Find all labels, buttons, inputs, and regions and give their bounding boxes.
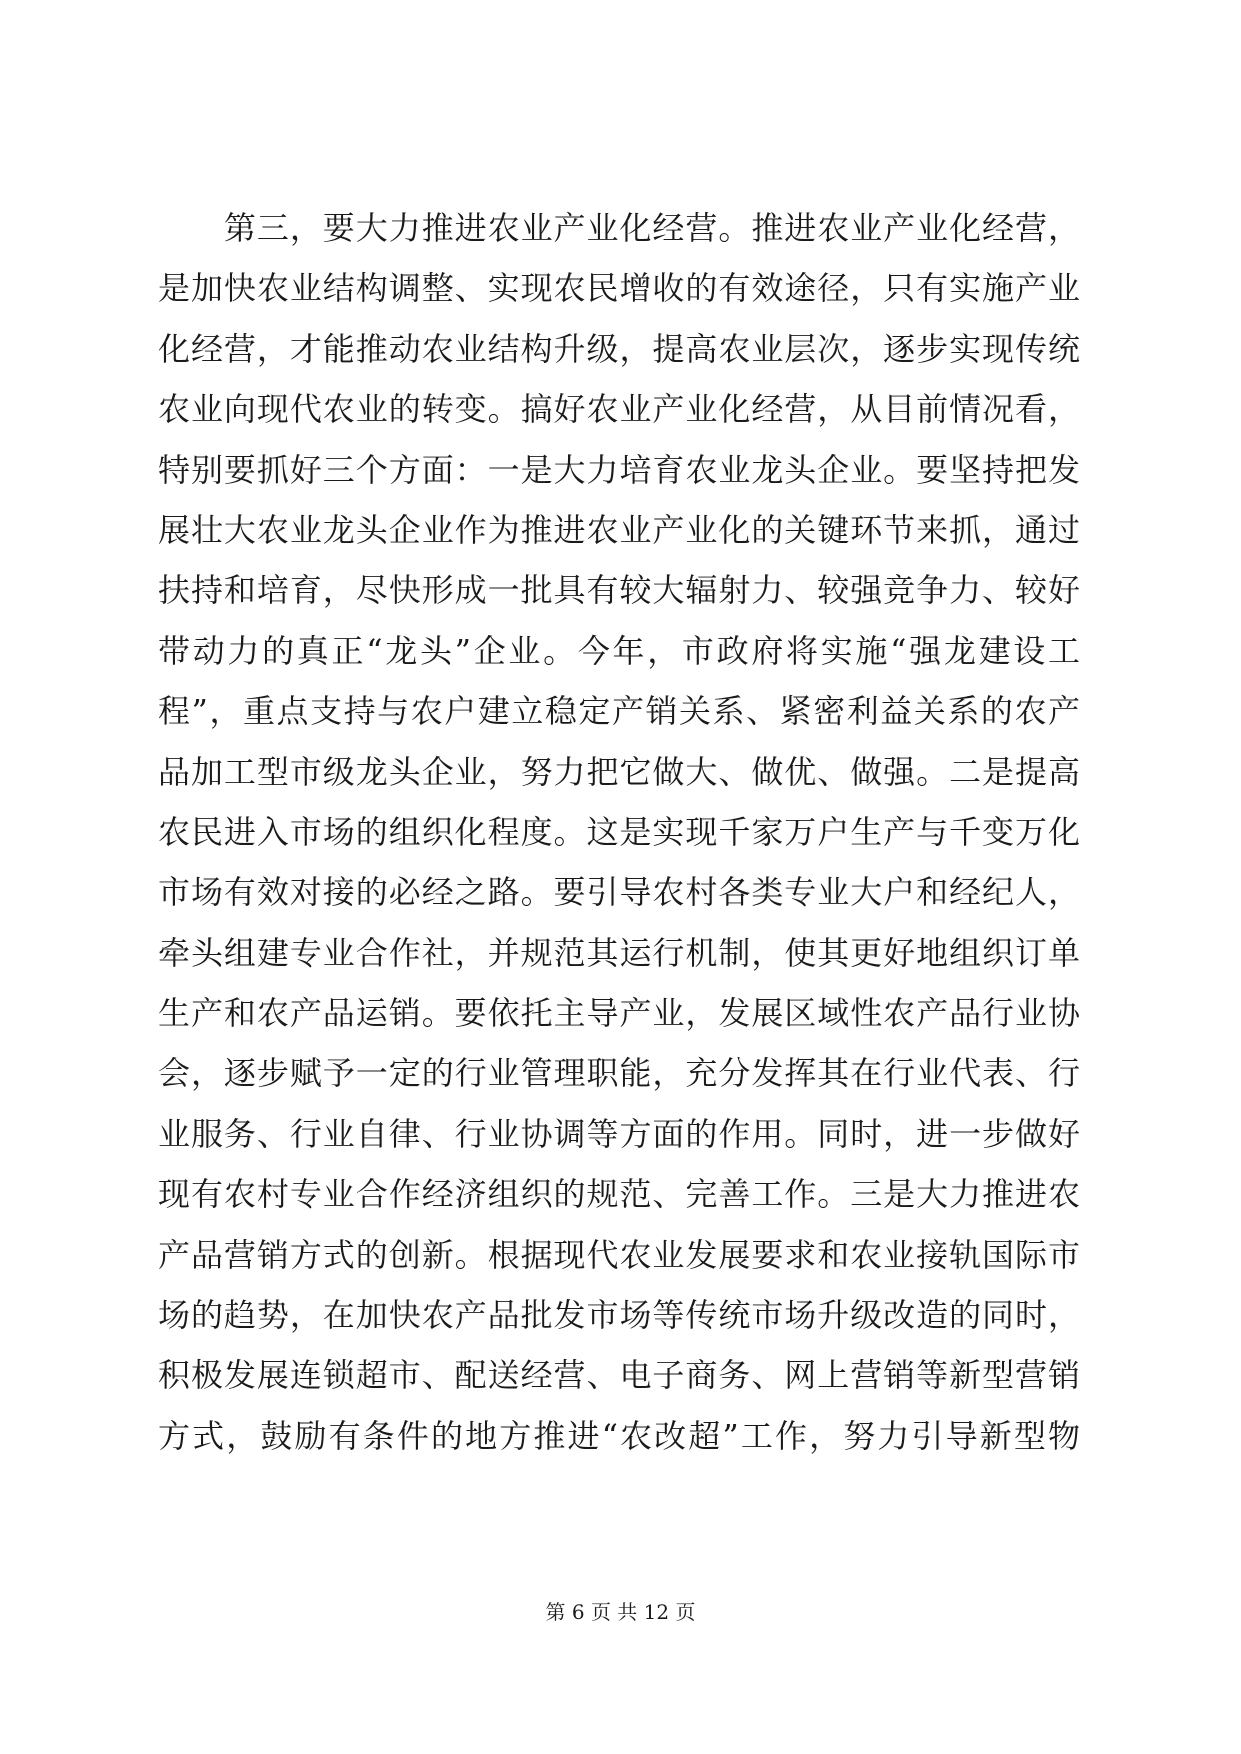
text-line: 会，逐步赋予一定的行业管理职能，充分发挥其在行业代表、行 — [158, 1054, 1080, 1093]
text-line: 展壮大农业龙头企业作为推进农业产业化的关键环节来抓，通过 — [158, 510, 1080, 549]
text-line: 带动力的真正“龙头”企业。今年，市政府将实施“强龙建设工 — [158, 631, 1080, 670]
text-line: 化经营，才能推动农业结构升级，提高农业层次，逐步实现传统 — [158, 329, 1080, 368]
text-line: 程”，重点支持与农户建立稳定产销关系、紧密利益关系的农产 — [158, 692, 1080, 731]
page-number: 第 6 页 共 12 页 — [545, 1600, 696, 1624]
text-line: 积极发展连锁超市、配送经营、电子商务、网上营销等新型营销 — [158, 1356, 1080, 1395]
text-line: 生产和农产品运销。要依托主导产业，发展区域性农产品行业协 — [158, 994, 1080, 1033]
text-line: 场的趋势，在加快农产品批发市场等传统市场升级改造的同时， — [158, 1296, 1080, 1335]
text-line: 第三，要大力推进农业产业化经营。推进农业产业化经营， — [158, 209, 1080, 247]
text-line: 市场有效对接的必经之路。要引导农村各类专业大户和经纪人， — [158, 873, 1080, 912]
text-line: 业服务、行业自律、行业协调等方面的作用。同时，进一步做好 — [158, 1114, 1080, 1153]
text-line: 现有农村专业合作经济组织的规范、完善工作。三是大力推进农 — [158, 1175, 1080, 1214]
text-line: 扶持和培育，尽快形成一批具有较大辐射力、较强竞争力、较好 — [158, 571, 1080, 610]
text-line: 农业向现代农业的转变。搞好农业产业化经营，从目前情况看， — [158, 390, 1080, 429]
body-paragraph — [158, 198, 1080, 1466]
text-line: 是加快农业结构调整、实现农民增收的有效途径，只有实施产业 — [158, 269, 1080, 308]
text-line: 特别要抓好三个方面：一是大力培育农业龙头企业。要坚持把发 — [158, 450, 1080, 489]
text-line: 方式，鼓励有条件的地方推进“农改超”工作，努力引导新型物 — [158, 1416, 1080, 1455]
text-line: 产品营销方式的创新。根据现代农业发展要求和农业接轨国际市 — [158, 1235, 1080, 1274]
text-line: 农民进入市场的组织化程度。这是实现千家万户生产与千变万化 — [158, 812, 1080, 851]
text-line: 牵头组建专业合作社，并规范其运行机制，使其更好地组织订单 — [158, 933, 1080, 972]
page-footer — [0, 1598, 1241, 1626]
text-line: 品加工型市级龙头企业，努力把它做大、做优、做强。二是提高 — [158, 752, 1080, 791]
